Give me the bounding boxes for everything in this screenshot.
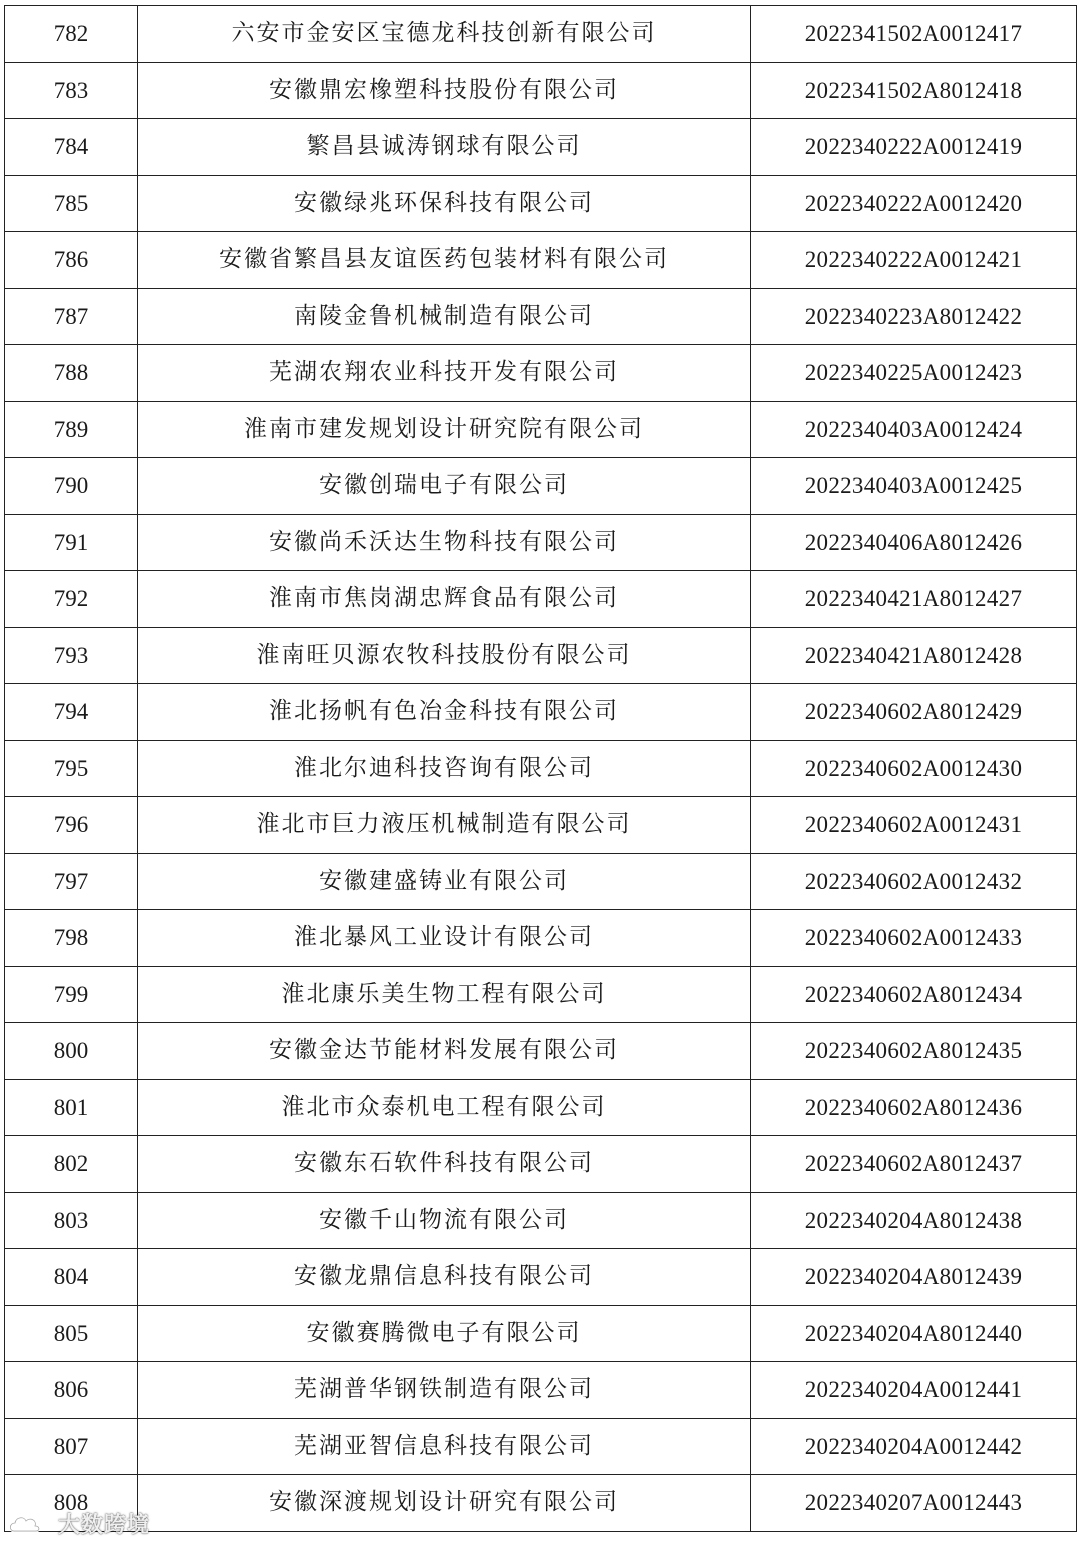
registration-code: 2022340602A0012431 (751, 797, 1077, 854)
registration-code: 2022340602A8012435 (751, 1023, 1077, 1080)
row-number: 786 (5, 232, 138, 289)
document-page (4, 0, 1076, 1547)
row-number: 782 (5, 6, 138, 63)
registration-code: 2022340222A0012420 (751, 175, 1077, 232)
row-number: 806 (5, 1362, 138, 1419)
row-number: 795 (5, 740, 138, 797)
registration-code: 2022341502A0012417 (751, 6, 1077, 63)
company-name: 淮北市巨力液压机械制造有限公司 (138, 797, 751, 854)
table-row (5, 1475, 1077, 1532)
registration-code: 2022340602A8012429 (751, 684, 1077, 741)
row-number: 798 (5, 910, 138, 967)
registration-code: 2022340204A8012439 (751, 1249, 1077, 1306)
row-number: 807 (5, 1418, 138, 1475)
registration-code: 2022340204A8012440 (751, 1305, 1077, 1362)
company-name: 安徽千山物流有限公司 (138, 1192, 751, 1249)
row-number: 799 (5, 966, 138, 1023)
table-row (5, 1136, 1077, 1193)
table-row (5, 1079, 1077, 1136)
company-name: 淮北扬帆有色冶金科技有限公司 (138, 684, 751, 741)
table-row (5, 966, 1077, 1023)
registration-code: 2022340602A8012434 (751, 966, 1077, 1023)
company-name: 淮北市众泰机电工程有限公司 (138, 1079, 751, 1136)
row-number: 793 (5, 627, 138, 684)
company-name: 淮北尔迪科技咨询有限公司 (138, 740, 751, 797)
company-name: 淮南市建发规划设计研究院有限公司 (138, 401, 751, 458)
row-number: 792 (5, 571, 138, 628)
company-name: 淮南市焦岗湖忠辉食品有限公司 (138, 571, 751, 628)
row-number: 805 (5, 1305, 138, 1362)
registration-code: 2022340222A0012421 (751, 232, 1077, 289)
registration-code: 2022340223A8012422 (751, 288, 1077, 345)
table-row (5, 910, 1077, 967)
registration-code: 2022340602A8012436 (751, 1079, 1077, 1136)
company-name: 安徽建盛铸业有限公司 (138, 853, 751, 910)
company-name: 安徽龙鼎信息科技有限公司 (138, 1249, 751, 1306)
table-row (5, 6, 1077, 63)
table-row (5, 175, 1077, 232)
table-row (5, 1362, 1077, 1419)
company-name: 芜湖农翔农业科技开发有限公司 (138, 345, 751, 402)
row-number: 808 (5, 1475, 138, 1532)
registration-code: 2022341502A8012418 (751, 62, 1077, 119)
registration-code: 2022340403A0012425 (751, 458, 1077, 515)
row-number: 789 (5, 401, 138, 458)
registration-code: 2022340204A0012441 (751, 1362, 1077, 1419)
table-row (5, 1023, 1077, 1080)
row-number: 790 (5, 458, 138, 515)
company-name: 淮南旺贝源农牧科技股份有限公司 (138, 627, 751, 684)
company-name: 安徽创瑞电子有限公司 (138, 458, 751, 515)
row-number: 784 (5, 119, 138, 176)
table-row (5, 740, 1077, 797)
registration-code: 2022340602A0012430 (751, 740, 1077, 797)
company-name: 淮北康乐美生物工程有限公司 (138, 966, 751, 1023)
registration-code: 2022340602A0012432 (751, 853, 1077, 910)
registration-code: 2022340406A8012426 (751, 514, 1077, 571)
table-row (5, 514, 1077, 571)
table-row (5, 345, 1077, 402)
registration-code: 2022340421A8012428 (751, 627, 1077, 684)
table-row (5, 1305, 1077, 1362)
registration-code: 2022340403A0012424 (751, 401, 1077, 458)
table-row (5, 627, 1077, 684)
company-name: 繁昌县诚涛钢球有限公司 (138, 119, 751, 176)
table-row (5, 571, 1077, 628)
registration-code: 2022340204A0012442 (751, 1418, 1077, 1475)
registration-code: 2022340602A8012437 (751, 1136, 1077, 1193)
row-number: 802 (5, 1136, 138, 1193)
table-row (5, 232, 1077, 289)
table-row (5, 1192, 1077, 1249)
table-row (5, 288, 1077, 345)
table-row (5, 119, 1077, 176)
row-number: 800 (5, 1023, 138, 1080)
company-name: 安徽东石软件科技有限公司 (138, 1136, 751, 1193)
watermark-text: 大数跨境 (58, 1513, 151, 1538)
table-row (5, 853, 1077, 910)
row-number: 797 (5, 853, 138, 910)
table-row (5, 1249, 1077, 1306)
company-name: 安徽深渡规划设计研究有限公司 (138, 1475, 751, 1532)
company-name: 南陵金鲁机械制造有限公司 (138, 288, 751, 345)
registration-code: 2022340222A0012419 (751, 119, 1077, 176)
row-number: 803 (5, 1192, 138, 1249)
registration-code: 2022340204A8012438 (751, 1192, 1077, 1249)
company-name: 淮北暴风工业设计有限公司 (138, 910, 751, 967)
row-number: 788 (5, 345, 138, 402)
company-name: 六安市金安区宝德龙科技创新有限公司 (138, 6, 751, 63)
registration-code: 2022340207A0012443 (751, 1475, 1077, 1532)
company-name: 安徽鼎宏橡塑科技股份有限公司 (138, 62, 751, 119)
table-body (5, 6, 1077, 1532)
row-number: 785 (5, 175, 138, 232)
registration-code: 2022340225A0012423 (751, 345, 1077, 402)
company-name: 芜湖亚智信息科技有限公司 (138, 1418, 751, 1475)
company-name: 安徽省繁昌县友谊医药包装材料有限公司 (138, 232, 751, 289)
table-row (5, 797, 1077, 854)
company-name: 芜湖普华钢铁制造有限公司 (138, 1362, 751, 1419)
row-number: 804 (5, 1249, 138, 1306)
table-row (5, 62, 1077, 119)
company-name: 安徽金达节能材料发展有限公司 (138, 1023, 751, 1080)
company-registry-table (4, 5, 1077, 1532)
row-number: 791 (5, 514, 138, 571)
row-number: 783 (5, 62, 138, 119)
table-row (5, 401, 1077, 458)
table-row (5, 684, 1077, 741)
company-name: 安徽绿兆环保科技有限公司 (138, 175, 751, 232)
company-name: 安徽赛腾微电子有限公司 (138, 1305, 751, 1362)
row-number: 801 (5, 1079, 138, 1136)
row-number: 787 (5, 288, 138, 345)
row-number: 796 (5, 797, 138, 854)
company-name: 安徽尚禾沃达生物科技有限公司 (138, 514, 751, 571)
table-row (5, 458, 1077, 515)
table-row (5, 1418, 1077, 1475)
row-number: 794 (5, 684, 138, 741)
registration-code: 2022340602A0012433 (751, 910, 1077, 967)
registration-code: 2022340421A8012427 (751, 571, 1077, 628)
